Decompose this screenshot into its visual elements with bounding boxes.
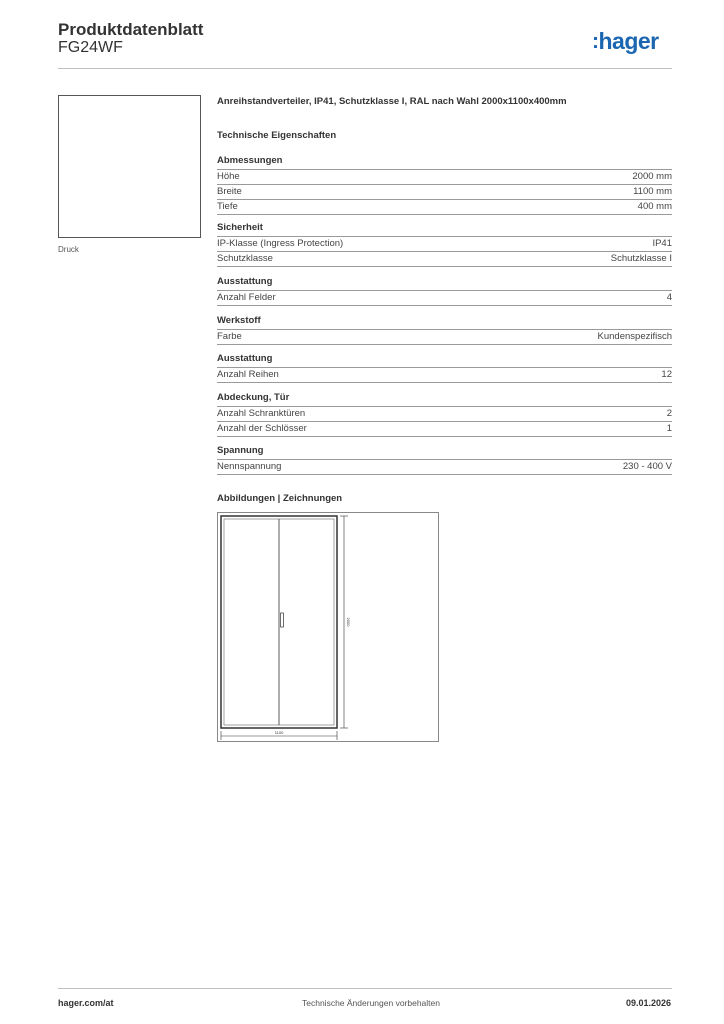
group-equipment-rows: [217, 353, 672, 383]
group-voltage: [217, 445, 672, 475]
page-title: Produktdatenblatt: [58, 20, 204, 39]
property-label: Anzahl der Schlösser: [217, 423, 307, 434]
property-value: 1: [666, 423, 672, 434]
property-value: 2000 mm: [632, 171, 672, 182]
logo-dots: :: [592, 30, 599, 53]
group-title: Werkstoff: [217, 315, 672, 330]
property-row: [217, 460, 672, 475]
header-divider: [58, 68, 672, 69]
property-row: [217, 330, 672, 345]
property-row: [217, 407, 672, 422]
property-value: 12: [661, 369, 672, 380]
technical-drawing: [217, 512, 439, 742]
product-code: FG24WF: [58, 39, 123, 56]
property-value: IP41: [652, 238, 672, 249]
footer-date: 09.01.2026: [626, 998, 672, 1008]
property-value: 2: [666, 408, 672, 419]
property-label: Nennspannung: [217, 461, 282, 472]
product-image-caption: Druck: [58, 245, 79, 254]
property-label: IP-Klasse (Ingress Protection): [217, 238, 344, 249]
height-dimension-label: 2000: [346, 617, 351, 627]
property-value: Schutzklasse I: [610, 253, 672, 264]
group-cover-door: [217, 392, 672, 437]
property-row: [217, 368, 672, 383]
group-safety: [217, 222, 672, 267]
door-handle: [281, 613, 284, 627]
technical-properties-heading: Technische Eigenschaften: [217, 130, 337, 141]
property-row: [217, 422, 672, 437]
property-row: [217, 170, 672, 185]
property-label: Höhe: [217, 171, 240, 182]
property-label: Farbe: [217, 331, 242, 342]
footer-divider: [58, 988, 672, 989]
property-label: Anzahl Reihen: [217, 369, 279, 380]
product-description: Anreihstandverteiler, IP41, Schutzklasse I, RAL nach Wahl 2000x1100x400mm: [217, 96, 567, 107]
group-material: [217, 315, 672, 345]
logo-text: hager: [598, 28, 659, 54]
property-label: Anzahl Felder: [217, 292, 276, 303]
group-title: Ausstattung: [217, 276, 672, 291]
group-title: Abdeckung, Tür: [217, 392, 672, 407]
width-dimension-label: 1100: [274, 730, 284, 735]
group-title: Abmessungen: [217, 155, 672, 170]
footer-notice: Technische Änderungen vorbehalten: [302, 998, 440, 1008]
group-equipment-fields: [217, 276, 672, 306]
property-row: [217, 237, 672, 252]
property-value: Kundenspezifisch: [597, 331, 672, 342]
property-row: [217, 200, 672, 215]
property-row: [217, 185, 672, 200]
property-value: 230 - 400 V: [622, 461, 672, 472]
property-value: 400 mm: [637, 201, 672, 212]
group-title: Ausstattung: [217, 353, 672, 368]
hager-logo[interactable]: [592, 28, 659, 55]
property-label: Schutzklasse: [217, 253, 273, 264]
property-label: Anzahl Schranktüren: [217, 408, 306, 419]
property-value: 1100 mm: [633, 186, 672, 197]
group-title: Spannung: [217, 445, 672, 460]
drawings-heading: Abbildungen | Zeichnungen: [217, 493, 343, 504]
footer-website-link[interactable]: hager.com/at: [58, 998, 114, 1008]
cabinet-drawing: [218, 513, 438, 741]
property-label: Breite: [217, 186, 242, 197]
property-row: [217, 252, 672, 267]
property-label: Tiefe: [217, 201, 238, 212]
group-dimensions: [217, 155, 672, 215]
product-image: [58, 95, 201, 238]
property-row: [217, 291, 672, 306]
group-title: Sicherheit: [217, 222, 672, 237]
property-value: 4: [666, 292, 672, 303]
